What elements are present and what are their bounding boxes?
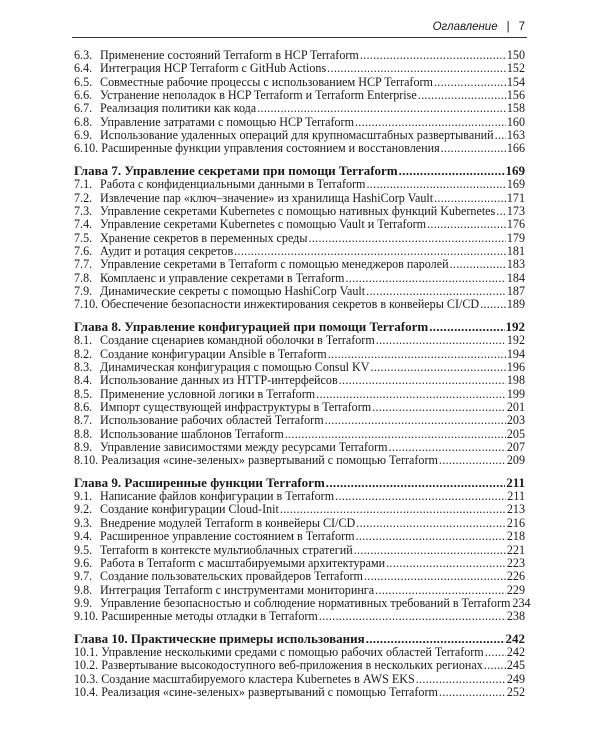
toc-entry[interactable]	[74, 570, 525, 583]
section-number: 10.1.	[74, 645, 99, 660]
section-number: 7.4.	[74, 217, 93, 232]
section-page: 196	[506, 359, 525, 374]
toc-entry[interactable]	[74, 258, 525, 271]
section-page: 249	[506, 671, 525, 686]
toc-entry[interactable]	[74, 401, 525, 414]
section-page: 242	[506, 645, 525, 660]
toc-entry[interactable]	[74, 361, 525, 374]
dot-leader	[399, 164, 505, 178]
dot-leader	[316, 388, 506, 401]
toc-entry[interactable]	[74, 232, 525, 245]
dot-leader	[366, 178, 505, 191]
section-number: 8.9.	[74, 439, 93, 454]
section-title: Создание масштабируемого кластера Kubernetes в AWS EKS	[101, 671, 415, 686]
section-number: 10.3.	[74, 671, 99, 686]
section-page: 201	[506, 399, 525, 414]
section-title: Создание сценариев командной оболочки в Terraform	[100, 333, 375, 348]
section-page: 154	[506, 74, 525, 89]
section-page: 166	[506, 141, 525, 156]
section-title: Работа в Terraform с масштабируемыми архитектурами	[100, 555, 386, 570]
section-number: 7.9.	[74, 284, 93, 298]
dot-leader	[356, 517, 506, 530]
section-number: 8.3.	[74, 359, 93, 374]
section-title: Хранение секретов в переменных среды	[100, 230, 308, 245]
section-number: 8.2.	[74, 346, 93, 361]
toc-entry[interactable]	[74, 584, 525, 597]
toc-entry[interactable]	[74, 218, 525, 231]
section-title: Управление секретами Kubernetes с помощью нативных функций Kubernetes	[100, 203, 496, 218]
chapter-title: Глава 10. Практические примеры использования	[74, 631, 365, 647]
section-number: 9.5.	[74, 542, 93, 557]
section-title: Создание конфигурации Ansible в Terraform	[100, 346, 327, 361]
toc-entry[interactable]	[74, 557, 525, 570]
section-number: 7.2.	[74, 190, 93, 205]
toc-entry[interactable]	[74, 178, 525, 191]
toc-entry[interactable]	[74, 129, 525, 142]
section-page: 156	[506, 88, 525, 103]
section-title: Импорт существующей инфраструктуры в Terraform	[100, 399, 372, 414]
dot-leader	[285, 428, 506, 441]
section-number: 6.9.	[74, 128, 93, 143]
section-number: 7.7.	[74, 257, 93, 272]
section-page: 160	[506, 114, 525, 129]
dot-leader	[484, 659, 506, 672]
dot-leader	[355, 116, 506, 129]
section-page: 199	[506, 386, 525, 401]
section-title: Расширенное управление состоянием в Terraform	[100, 529, 355, 544]
section-number: 7.8.	[74, 270, 93, 285]
toc-entry[interactable]	[74, 503, 525, 516]
section-number: 8.1.	[74, 333, 93, 348]
section-number: 8.6.	[74, 399, 93, 414]
section-number: 9.2.	[74, 502, 93, 517]
header-page-number: 7	[518, 21, 525, 33]
dot-leader	[319, 610, 506, 623]
toc-entry[interactable]	[74, 89, 525, 102]
section-number: 8.8.	[74, 426, 93, 441]
dot-leader	[416, 673, 506, 686]
dot-leader	[257, 102, 506, 115]
section-title: Применение состояний Terraform в HCP Terraform	[100, 48, 359, 62]
chapter-title: Глава 7. Управление секретами при помощи Terraform	[74, 163, 398, 179]
dot-leader	[366, 632, 505, 646]
toc-group	[74, 320, 525, 467]
section-number: 8.5.	[74, 386, 93, 401]
section-page: 216	[506, 515, 525, 530]
section-number: 6.4.	[74, 61, 93, 76]
section-number: 9.9.	[74, 595, 93, 610]
section-title: Управление затратами с помощью HCP Terraform	[100, 114, 354, 129]
header-separator: |	[506, 21, 510, 33]
toc-entry[interactable]	[74, 245, 525, 258]
section-number: 10.4.	[74, 685, 99, 700]
toc-entry[interactable]	[74, 348, 525, 361]
section-number: 6.5.	[74, 74, 93, 89]
section-number: 8.7.	[74, 413, 93, 428]
section-page: 171	[506, 190, 525, 205]
toc-entry[interactable]	[74, 414, 525, 427]
dot-leader	[372, 401, 506, 414]
section-number: 6.3.	[74, 48, 93, 62]
section-title: Реализация «сине-зеленых» развертываний с помощью Terraform	[101, 685, 438, 700]
section-number: 7.3.	[74, 203, 93, 218]
section-title: Интеграция Terraform с инструментами мониторинга	[100, 582, 375, 597]
section-title: Создание пользовательских провайдеров Terraform	[100, 569, 363, 584]
section-title: Реализация политики как кода	[100, 101, 257, 116]
toc-entry[interactable]	[74, 62, 525, 75]
toc-entry[interactable]	[74, 441, 525, 454]
dot-leader	[427, 218, 506, 231]
dot-leader	[364, 570, 506, 583]
toc-entry[interactable]	[74, 374, 525, 387]
section-title: Использование удаленных операций для крупномасштабных развертываний	[100, 128, 494, 143]
toc-entry[interactable]	[74, 388, 525, 401]
section-page: 205	[506, 426, 525, 441]
dot-leader	[376, 334, 506, 347]
chapter-page: 242	[505, 631, 525, 647]
dot-leader	[434, 76, 506, 89]
section-title: Расширенные методы отладки в Terraform	[101, 609, 318, 624]
toc-entry[interactable]	[74, 192, 525, 205]
section-number: 7.1.	[74, 177, 93, 192]
section-number: 8.10.	[74, 453, 99, 468]
section-title: Terraform в контексте мультиоблачных стратегий	[100, 542, 353, 557]
section-number: 9.10.	[74, 609, 99, 624]
dot-leader	[418, 89, 506, 102]
toc-entry[interactable]	[74, 298, 525, 311]
section-number: 9.7.	[74, 569, 93, 584]
section-page: 213	[506, 502, 525, 517]
dot-leader	[280, 503, 506, 516]
section-number: 6.6.	[74, 88, 93, 103]
section-title: Управление секретами Kubernetes с помощью Vault и Terraform	[100, 217, 427, 232]
header-title: Оглавление	[432, 21, 498, 33]
dot-leader	[339, 374, 506, 387]
section-title: Реализация «сине-зеленых» развертываний с помощью Terraform	[101, 453, 438, 468]
toc-group	[74, 632, 525, 699]
toc-entry[interactable]	[74, 659, 525, 672]
section-title: Развертывание высокодоступного веб-приложения в нескольких регионах	[101, 658, 483, 673]
toc-chapter-entry[interactable]	[74, 164, 525, 178]
dot-leader	[439, 686, 506, 699]
toc-entry[interactable]	[74, 686, 525, 699]
section-page: 238	[506, 609, 525, 624]
section-number: 7.10.	[74, 297, 99, 312]
section-title: Использование данных из HTTP-интерфейсов	[100, 373, 338, 388]
section-page: 198	[506, 373, 525, 388]
dot-leader	[325, 414, 506, 427]
section-number: 9.3.	[74, 515, 93, 530]
toc-entry[interactable]	[74, 454, 525, 467]
section-number: 7.6.	[74, 243, 93, 258]
toc-entry[interactable]	[74, 334, 525, 347]
toc-entry[interactable]	[74, 610, 525, 623]
section-number: 7.5.	[74, 230, 93, 245]
dot-leader	[327, 62, 506, 75]
section-page: 158	[506, 101, 525, 116]
section-title: Совместные рабочие процессы с использованием HCP Terraform	[100, 74, 433, 89]
dot-leader	[450, 258, 506, 271]
section-title: Динамическая конфигурация с помощью Consul KV	[100, 359, 370, 374]
section-title: Создание конфигурации Cloud-Init	[100, 502, 279, 517]
section-title: Динамические секреты с помощью HashiCorp Vault	[100, 284, 366, 298]
dot-leader	[328, 348, 506, 361]
dot-leader	[308, 232, 505, 245]
toc-entry[interactable]	[74, 116, 525, 129]
chapter-title: Глава 8. Управление конфигурацией при помощи Terraform	[74, 319, 429, 335]
section-page: 194	[506, 346, 525, 361]
toc-entry[interactable]	[74, 530, 525, 543]
chapter-title: Глава 9. Расширенные функции Terraform	[74, 475, 325, 491]
dot-leader	[439, 454, 506, 467]
chapter-page: 211	[506, 475, 525, 491]
dot-leader	[234, 245, 506, 258]
section-number: 8.4.	[74, 373, 93, 388]
dot-leader	[496, 205, 506, 218]
section-page: 226	[506, 569, 525, 584]
dot-leader	[371, 361, 506, 374]
section-page: 163	[506, 128, 525, 143]
toc-entry[interactable]	[74, 428, 525, 441]
section-page: 211	[507, 489, 525, 504]
section-title: Управление безопасностью и соблюдение нормативных требований в Terraform	[100, 595, 511, 610]
toc-entry[interactable]	[74, 517, 525, 530]
dot-leader	[495, 129, 506, 142]
section-page: 221	[506, 542, 525, 557]
section-title: Интеграция HCP Terraform с GitHub Actions	[100, 61, 327, 76]
section-page: 218	[506, 529, 525, 544]
section-title: Применение условной логики в Terraform	[100, 386, 316, 401]
section-page: 203	[506, 413, 525, 428]
toc-entry[interactable]	[74, 76, 525, 89]
toc-entry[interactable]	[74, 673, 525, 686]
toc-entry[interactable]	[74, 272, 525, 285]
section-page: 189	[506, 297, 525, 312]
running-header	[72, 19, 527, 38]
section-page: 152	[506, 61, 525, 76]
section-title: Использование рабочих областей Terraform	[100, 413, 324, 428]
section-number: 9.4.	[74, 529, 93, 544]
toc-entry[interactable]	[74, 490, 525, 503]
section-page: 183	[506, 257, 525, 272]
section-page: 150	[506, 48, 525, 62]
section-title: Использование шаблонов Terraform	[100, 426, 284, 441]
section-title: Расширенные функции управления состоянием и восстановления	[101, 141, 440, 156]
section-title: Комплаенс и управление секретами в Terraform	[100, 270, 345, 285]
section-title: Написание файлов конфигурации в Terraform	[100, 489, 335, 504]
section-number: 6.8.	[74, 114, 93, 129]
toc-chapter-entry[interactable]	[74, 320, 525, 334]
section-title: Обеспечение безопасности инжектирования секретов в конвейеры CI/CD	[101, 297, 480, 312]
section-title: Устранение неполадок в HCP Terraform и Terraform Enterprise	[100, 88, 417, 103]
section-page: 207	[506, 439, 525, 454]
section-title: Работа с конфиденциальными данными в Terraform	[100, 177, 366, 192]
dot-leader	[375, 584, 506, 597]
section-number: 6.7.	[74, 101, 93, 116]
table-of-contents	[74, 48, 531, 708]
toc-group	[74, 475, 531, 624]
dot-leader	[366, 285, 506, 298]
section-title: Управление зависимостями между ресурсами Terraform	[100, 439, 388, 454]
toc-group	[74, 164, 525, 311]
dot-leader	[429, 320, 504, 334]
section-page: 179	[506, 230, 525, 245]
section-number: 9.6.	[74, 555, 93, 570]
chapter-page: 169	[505, 163, 525, 179]
dot-leader	[485, 646, 506, 659]
toc-chapter-entry[interactable]	[74, 632, 525, 646]
section-title: Аудит и ротация секретов	[100, 243, 234, 258]
section-title: Извлечение пар «ключ–значение» из хранилища HashiCorp Vault	[100, 190, 434, 205]
section-number: 9.1.	[74, 489, 93, 504]
dot-leader	[335, 490, 506, 503]
section-page: 209	[506, 453, 525, 468]
toc-entry[interactable]	[74, 49, 525, 62]
section-page: 173	[506, 203, 525, 218]
section-page: 184	[506, 270, 525, 285]
toc-entry[interactable]	[74, 285, 525, 298]
toc-entry[interactable]	[74, 595, 531, 610]
dot-leader	[345, 272, 505, 285]
section-page: 169	[506, 177, 525, 192]
dot-leader	[326, 476, 505, 490]
dot-leader	[356, 530, 506, 543]
dot-leader	[434, 192, 506, 205]
section-number: 6.10.	[74, 141, 99, 156]
section-page: 229	[506, 582, 525, 597]
section-title: Внедрение модулей Terraform в конвейеры CI/CD	[100, 515, 356, 530]
section-number: 9.8.	[74, 582, 93, 597]
toc-group	[74, 49, 525, 156]
toc-entry[interactable]	[74, 102, 525, 115]
section-number: 10.2.	[74, 658, 99, 673]
section-page: 245	[506, 658, 525, 673]
dot-leader	[480, 298, 506, 311]
toc-entry[interactable]	[74, 646, 525, 659]
dot-leader	[354, 544, 506, 557]
dot-leader	[386, 557, 506, 570]
dot-leader	[389, 441, 506, 454]
section-page: 223	[506, 555, 525, 570]
section-page: 234	[512, 595, 531, 610]
toc-entry[interactable]	[74, 142, 525, 155]
toc-chapter-entry[interactable]	[74, 476, 525, 490]
chapter-page: 192	[505, 319, 525, 335]
section-page: 187	[506, 284, 525, 298]
dot-leader	[441, 142, 506, 155]
section-page: 192	[506, 333, 525, 348]
section-title: Управление несколькими средами с помощью рабочих областей Terraform	[101, 645, 484, 660]
section-page: 181	[506, 243, 525, 258]
section-page: 176	[506, 217, 525, 232]
section-page: 252	[506, 685, 525, 700]
toc-entry[interactable]	[74, 205, 525, 218]
toc-entry[interactable]	[74, 544, 525, 557]
section-title: Управление секретами в Terraform с помощью менеджеров паролей	[100, 257, 449, 272]
dot-leader	[360, 49, 506, 62]
